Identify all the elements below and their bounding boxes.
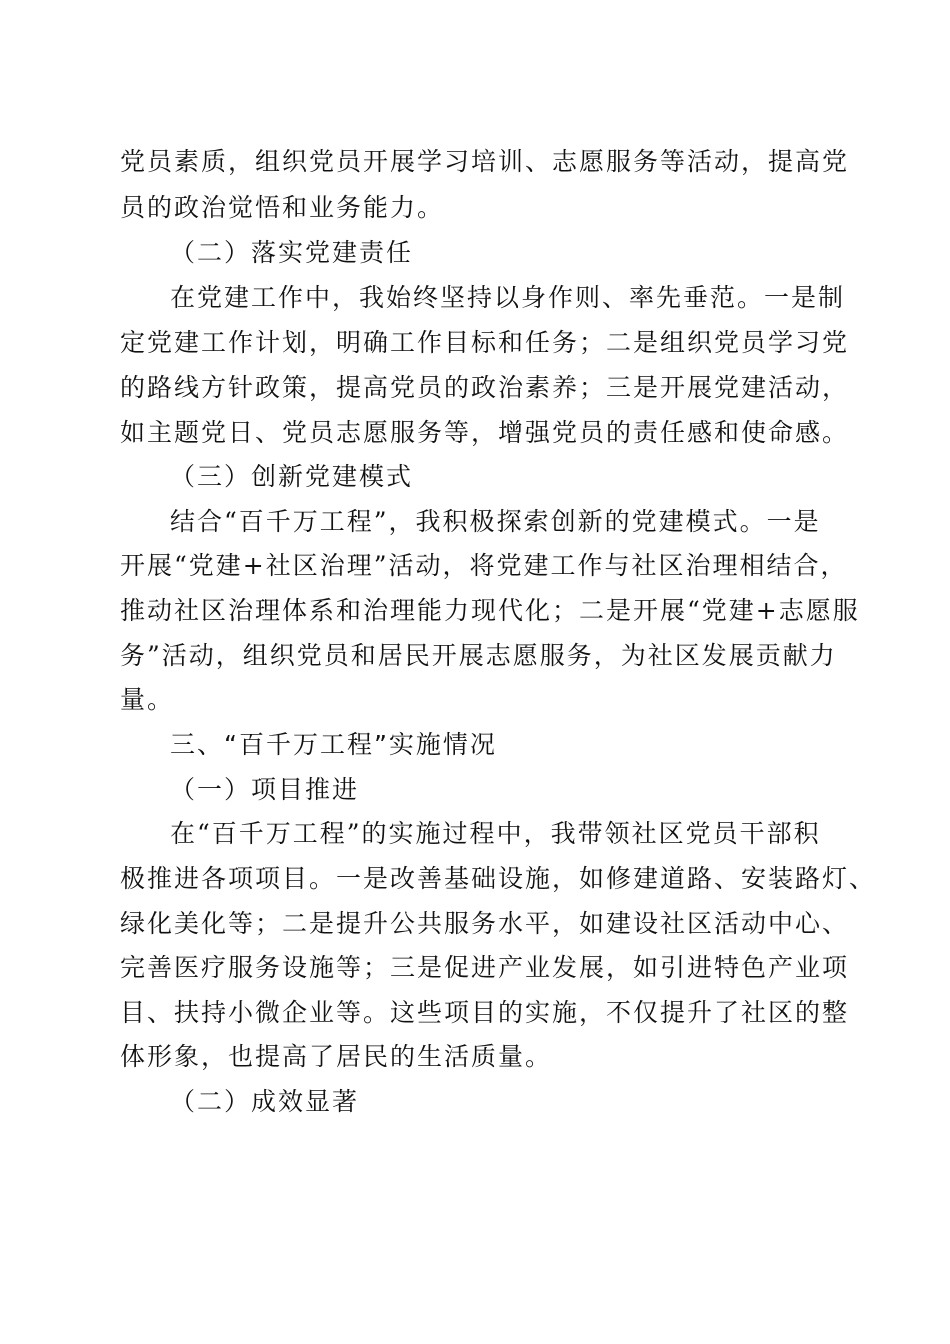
body-text-line: 在党建工作中，我始终坚持以身作则、率先垂范。一是制 <box>170 283 846 312</box>
body-text-line: 绿化美化等；二是提升公共服务水平，如建设社区活动中心、 <box>120 909 850 938</box>
body-text-line: 体形象，也提高了居民的生活质量。 <box>120 1042 553 1071</box>
body-text-line: 量。 <box>120 685 175 714</box>
section-heading: （一）项目推进 <box>170 775 360 804</box>
chapter-heading: 三、“百千万工程”实施情况 <box>170 730 497 759</box>
body-text-line: 目、扶持小微企业等。这些项目的实施，不仅提升了社区的整 <box>120 998 850 1027</box>
body-text-line: 如主题党日、党员志愿服务等，增强党员的责任感和使命感。 <box>120 418 850 447</box>
body-text-line: 党员素质，组织党员开展学习培训、志愿服务等活动，提高党 <box>120 147 850 176</box>
section-heading: （二）落实党建责任 <box>170 238 414 267</box>
body-text-line: 结合“百千万工程”，我积极探索创新的党建模式。一是 <box>170 507 821 536</box>
body-text-line: 员的政治觉悟和业务能力。 <box>120 193 445 222</box>
body-text-line: 完善医疗服务设施等；三是促进产业发展，如引进特色产业项 <box>120 953 850 982</box>
body-text-line: 在“百千万工程”的实施过程中，我带领社区党员干部积 <box>170 819 821 848</box>
section-heading: （三）创新党建模式 <box>170 462 414 491</box>
body-text-line: 定党建工作计划，明确工作目标和任务；二是组织党员学习党 <box>120 328 850 357</box>
body-text-line: 的路线方针政策，提高党员的政治素养；三是开展党建活动， <box>120 373 850 402</box>
body-text-line: 推动社区治理体系和治理能力现代化；二是开展“党建+志愿服 <box>120 596 860 625</box>
section-heading: （二）成效显著 <box>170 1087 360 1116</box>
body-text-line: 务”活动，组织党员和居民开展志愿服务，为社区发展贡献力 <box>120 641 837 670</box>
body-text-line: 开展“党建+社区治理”活动，将党建工作与社区治理相结合， <box>120 551 848 580</box>
body-text-line: 极推进各项项目。一是改善基础设施，如修建道路、安装路灯、 <box>120 864 877 893</box>
